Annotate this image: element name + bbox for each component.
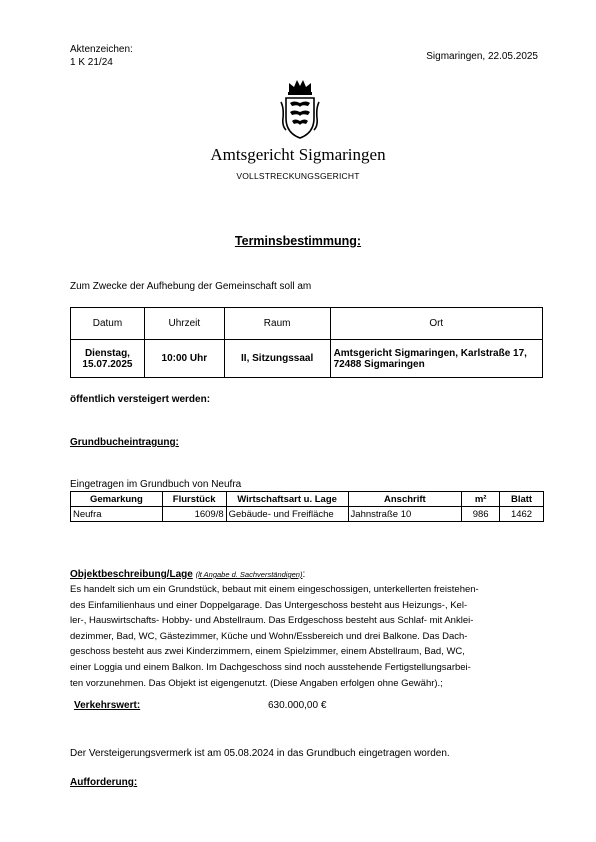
objekt-line: des Einfamilienhaus und einer Doppelgarage. Das Untergeschoss besteht aus Heizungs-, Kel- bbox=[70, 599, 468, 611]
termin-table bbox=[70, 307, 543, 378]
col-header-wirtschaftsart: Wirtschaftsart u. Lage bbox=[226, 492, 348, 507]
aufforderung-heading: Aufforderung: bbox=[70, 777, 138, 788]
vermerk-text: Der Versteigerungsvermerk ist am 05.08.2024 in das Grundbuch eingetragen worden. bbox=[70, 748, 450, 759]
col-header-uhrzeit: Uhrzeit bbox=[144, 308, 224, 340]
objekt-colon: : bbox=[302, 569, 306, 580]
cell-qm: 986 bbox=[462, 507, 500, 522]
grundbuch-heading: Grundbucheintragung: bbox=[70, 437, 179, 448]
objekt-line: ler-, Hauswirtschafts- Hobby- und Abstellraum. Das Erdgeschoss besteht aus Schlaf- mit Anklei- bbox=[70, 615, 474, 627]
cell-ort: Amtsgericht Sigmaringen, Karlstraße 17, 72488 Sigmaringen bbox=[330, 340, 542, 378]
objekt-line: dezimmer, Bad, WC, Gästezimmer, Küche und Wohn/Essbereich und drei Balkone. Das Dach- bbox=[70, 630, 468, 642]
col-header-raum: Raum bbox=[224, 308, 330, 340]
court-name-main: Amtsgericht bbox=[210, 145, 295, 164]
aktenzeichen-label: Aktenzeichen: bbox=[70, 44, 133, 55]
objekt-heading: Objektbeschreibung/Lage bbox=[70, 569, 193, 580]
cell-datum bbox=[71, 340, 145, 378]
cell-blatt: 1462 bbox=[500, 507, 544, 522]
table-row bbox=[71, 507, 544, 522]
cell-wirtschaftsart: Gebäude- und Freifläche bbox=[226, 507, 348, 522]
cell-anschrift: Jahnstraße 10 bbox=[348, 507, 462, 522]
verkehrswert-value: 630.000,00 € bbox=[268, 700, 327, 711]
intro-text: Zum Zwecke der Aufhebung der Gemeinschaft soll am bbox=[70, 281, 312, 292]
col-header-qm: m² bbox=[462, 492, 500, 507]
versteigert-text: öffentlich versteigert werden: bbox=[70, 394, 211, 405]
cell-raum: II, Sitzungssaal bbox=[224, 340, 330, 378]
objekt-line: geschoss besteht aus zwei Kinderzimmern, einem Spielzimmer, einem Abstellraum, Bad, WC, bbox=[70, 646, 465, 658]
objekt-description bbox=[70, 582, 544, 691]
place-date: Sigmaringen, 22.05.2025 bbox=[426, 51, 538, 62]
objekt-line: ten vorzunehmen. Das Objekt ist eigengenutzt. (Diese Angaben erfolgen ohne Gewähr).; bbox=[70, 677, 443, 689]
court-subtitle: VOLLSTRECKUNGSGERICHT bbox=[236, 171, 360, 181]
court-name bbox=[0, 145, 596, 165]
objekt-line: einer Loggia und einem Balkon. Im Dachgeschoss sind noch ausstehende Fertigstellungsarbei- bbox=[70, 661, 471, 673]
col-header-anschrift: Anschrift bbox=[348, 492, 462, 507]
col-header-ort: Ort bbox=[330, 308, 542, 340]
objekt-note: (lt Angabe d. Sachverständigen) bbox=[195, 570, 303, 579]
aktenzeichen-value: 1 K 21/24 bbox=[70, 57, 113, 68]
objekt-heading-line bbox=[70, 568, 305, 581]
coat-of-arms-icon bbox=[280, 78, 320, 140]
col-header-blatt: Blatt bbox=[500, 492, 544, 507]
grundbuch-table bbox=[70, 491, 544, 522]
col-header-datum: Datum bbox=[71, 308, 145, 340]
page-title: Terminsbestimmung: bbox=[234, 234, 362, 248]
grundbuch-eingetragen: Eingetragen im Grundbuch von Neufra bbox=[70, 479, 242, 490]
court-name-place: Sigmaringen bbox=[298, 145, 386, 164]
col-header-gemarkung: Gemarkung bbox=[71, 492, 163, 507]
verkehrswert-label: Verkehrswert: bbox=[74, 700, 141, 711]
datum-date: 15.07.2025 bbox=[82, 358, 133, 370]
cell-gemarkung: Neufra bbox=[71, 507, 163, 522]
cell-uhrzeit: 10:00 Uhr bbox=[144, 340, 224, 378]
col-header-flurstueck: Flurstück bbox=[162, 492, 226, 507]
objekt-line: Es handelt sich um ein Grundstück, bebaut mit einem eingeschossigen, unterkellerten freistehen- bbox=[70, 584, 479, 595]
datum-weekday: Dienstag, bbox=[84, 347, 130, 359]
cell-flurstueck: 1609/8 bbox=[162, 507, 226, 522]
